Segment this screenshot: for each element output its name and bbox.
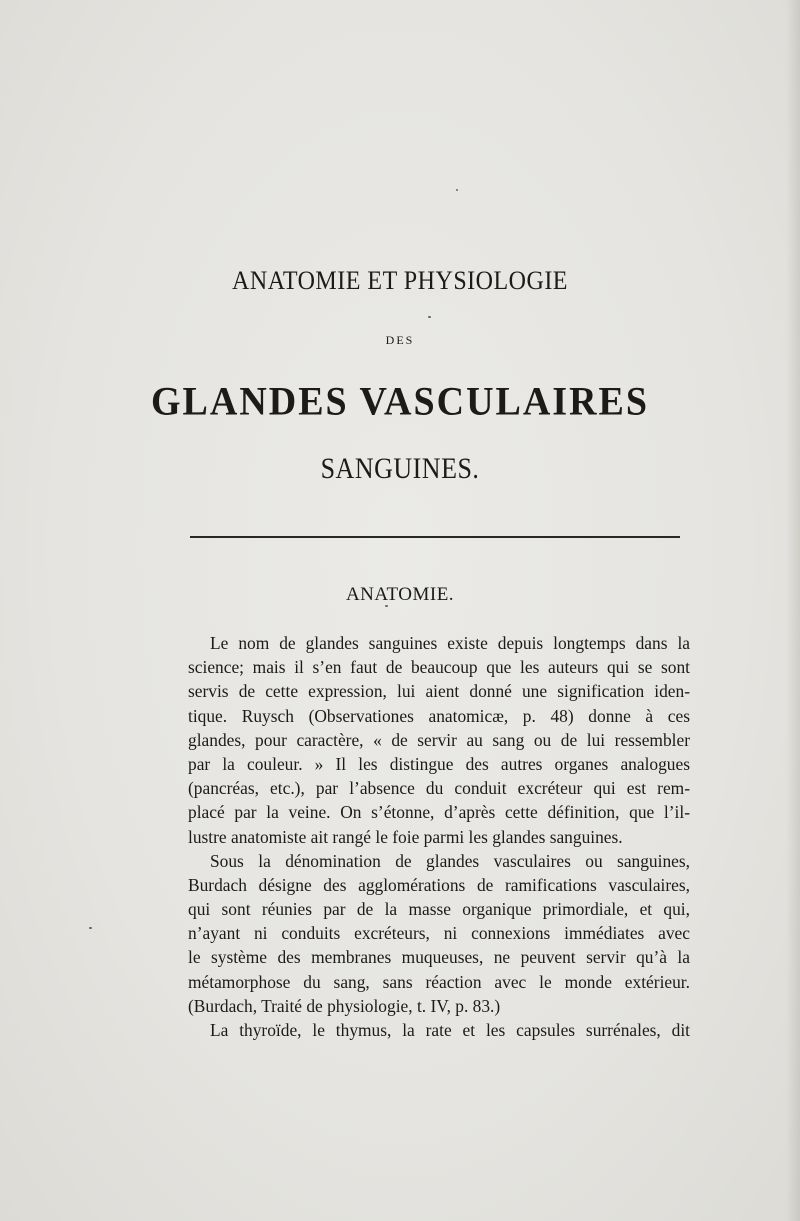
paper-speck: [385, 605, 388, 607]
section-title-anatomie: ANATOMIE.: [345, 584, 455, 605]
body-text: [188, 631, 690, 1042]
body-line: Le nom de glandes sanguines existe depuis longtemps dans la: [210, 633, 690, 653]
page-edge-shadow: [786, 0, 800, 1221]
body-line: glandes, pour caractère, « de servir au sang ou de lui ressembler: [188, 729, 690, 750]
body-line: métamorphose du sang, sans réaction avec le monde extérieur.: [188, 971, 690, 992]
body-line: n’ayant ni conduits excréteurs, ni connexions immédiates avec: [188, 923, 690, 944]
body-line: qui sont réunies par de la masse organique primordiale, et qui,: [188, 899, 690, 920]
body-line: (Burdach, Traité de physiologie, t. IV, p. 83.): [188, 995, 501, 1016]
body-line: placé par la veine. On s’étonne, d’après cette définition, que l’il-: [188, 802, 690, 823]
body-line: (pancréas, etc.), par l’absence du conduit excréteur qui est rem-: [188, 778, 690, 799]
title-glandes-vasculaires: GLANDES VASCULAIRES: [150, 379, 650, 425]
paper-speck: [456, 189, 458, 191]
body-line: Burdach désigne des agglomérations de ramifications vasculaires,: [188, 874, 690, 895]
body-line: servis de cette expression, lui aient donné une signification iden-: [188, 681, 690, 702]
body-line: par la couleur. » Il les distingue des autres organes analogues: [188, 753, 690, 774]
paper-speck: [89, 927, 92, 929]
body-line: science; mais il s’en faut de beaucoup que les auteurs qui se sont: [188, 657, 690, 678]
title-sanguines: SANGUINES.: [320, 452, 480, 485]
body-line: tique. Ruysch (Observationes anatomicæ, p. 48) donne à ces: [188, 705, 690, 726]
body-line: lustre anatomiste ait rangé le foie parmi les glandes sanguines.: [188, 826, 623, 847]
horizontal-rule: [190, 536, 680, 538]
body-line: Sous la dénomination de glandes vasculaires ou sanguines,: [210, 850, 690, 871]
title-des: DES: [385, 333, 415, 347]
body-line: le système des membranes muqueuses, ne peuvent servir qu’à la: [188, 947, 690, 968]
paper-speck: [428, 316, 431, 318]
title-anatomie-physiologie: ANATOMIE ET PHYSIOLOGIE: [232, 266, 568, 296]
body-line: La thyroïde, le thymus, la rate et les capsules surrénales, dit: [210, 1020, 690, 1040]
